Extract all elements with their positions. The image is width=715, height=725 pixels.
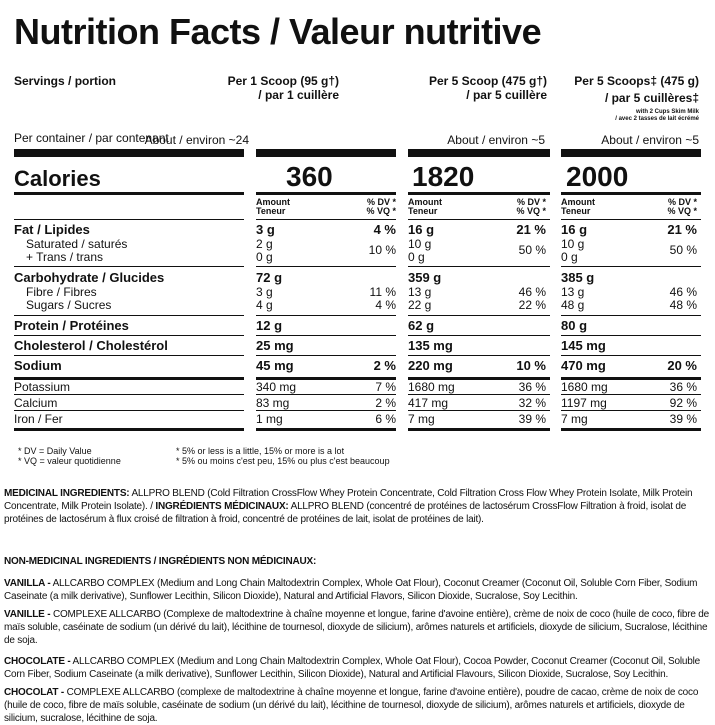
serving-size-col3 [574, 74, 699, 123]
amount-header-col2: Amount Teneur [408, 197, 442, 216]
medium-rule [561, 428, 701, 431]
thin-rule [561, 355, 701, 356]
nutrient-label: + Trans / trans [26, 250, 104, 264]
calories-label: Calories [14, 166, 101, 191]
nutrient-amount: 0 g [256, 250, 273, 264]
nutrient-label: Iron / Fer [14, 412, 63, 426]
thin-rule [14, 315, 244, 316]
nutrient-dv: 22 % [518, 298, 546, 312]
chocolate-ingredients: CHOCOLATE - ALLCARBO COMPLEX (Medium and Long Chain Maltodextrin Complex, Whole Oat Flour), Cocoa Powder, Coconut Creamer (Coconut Oil, Soluble Corn Fiber, Sodium Caseinate (a milk derivative), Sunflower Lecithin, Silicon Dioxide), Natural and Artificial Flavours, Silicon Dioxide, Sucralose, Soy Lecithin. [4, 656, 700, 680]
nutrient-amount: 1680 mg [561, 380, 608, 394]
thin-rule [408, 335, 550, 336]
nutrient-amount: 48 g [561, 298, 585, 312]
nutrient-dv: 4 % [373, 222, 396, 237]
nutrient-dv: 46 % [669, 285, 697, 299]
nutrient-amount: 16 g [561, 222, 588, 237]
nutrient-label: Calcium [14, 396, 58, 410]
calories-value-col2: 1820 [412, 161, 475, 192]
nutrient-amount: 417 mg [408, 396, 449, 410]
nutrient-amount: 340 mg [256, 380, 297, 394]
thin-rule [561, 335, 701, 336]
nutrient-dv: 46 % [518, 285, 546, 299]
thick-rule [561, 149, 701, 157]
nutrient-dv: 6 % [375, 412, 396, 426]
nutrient-amount: 7 mg [561, 412, 588, 426]
nutrient-amount: 385 g [561, 270, 595, 285]
nutrient-amount: 145 mg [561, 338, 606, 353]
nutrient-dv: 39 % [669, 412, 697, 426]
nutrient-amount: 72 g [256, 270, 283, 285]
thin-rule [14, 219, 244, 220]
nutrient-amount: 22 g [408, 298, 432, 312]
thick-rule [408, 149, 550, 157]
chocolat-ingredients: CHOCOLAT - COMPLEXE ALLCARBO (complexe de maltodextrine à chaîne moyenne et longue, farine d'avoine entière), poudre de cacao, crème de noix de coco (huile de coco, fibre de maïs soluble, caséinate de sodium (un dérivé du lait), lécithine de tournesol, dioxyde de silicium), arômes naturels et artificiels, dioxyde de silicium, sucralose, lécithine de soja. [4, 687, 699, 724]
thin-rule [256, 355, 396, 356]
amount-header-col3: Amount Teneur [561, 197, 595, 216]
thin-rule [561, 394, 701, 395]
medium-rule [14, 428, 244, 431]
nutrient-dv: 39 % [518, 412, 546, 426]
nutrient-dv: 50 % [669, 243, 697, 257]
calories-value-col3: 2000 [566, 161, 629, 192]
nutrient-amount: 1680 mg [408, 380, 455, 394]
nutrient-dv: 21 % [667, 222, 697, 237]
medium-rule [256, 428, 396, 431]
nutrient-dv: 48 % [669, 298, 697, 312]
nutrient-dv: 21 % [516, 222, 546, 237]
nutrient-dv: 32 % [518, 396, 546, 410]
nutrient-dv: 36 % [518, 380, 546, 394]
dv-header-col3: % DV * % VQ * [667, 197, 697, 216]
footnote-scale: * 5% or less is a little, 15% or more is a lot * 5% ou moins c'est peu, 15% ou plus c'est beaucoup [176, 446, 390, 466]
nutrient-label: Saturated / saturés [26, 237, 128, 251]
nutrient-label: Potassium [14, 380, 71, 394]
nutrient-amount: 45 mg [256, 358, 294, 373]
thick-rule [14, 149, 244, 157]
nutrient-amount: 359 g [408, 270, 442, 285]
serving-line1: Per 5 Scoop (475 g†) [428, 74, 547, 88]
servings-label: Servings / portion [14, 74, 117, 88]
nutrient-amount: 2 g [256, 237, 273, 251]
per-container-col1: About / environ ~24 [144, 133, 249, 147]
panel-title: Nutrition Facts / Valeur nutritive [14, 11, 542, 52]
nutrient-amount: 1197 mg [561, 396, 607, 410]
vanille-ingredients: VANILLE - COMPLEXE ALLCARBO (Complexe de maltodextrine à chaîne moyenne et longue, farine d'avoine entière), crème de noix de coco (huile de coco, fibre de maïs soluble, caséinate de sodium (un dérivé du lait), lécithine de tournesol, dioxyde de silicium), arômes naturels et artificiels, dioxyde de silicium, Sucralose, lécithine de soja. [4, 609, 710, 646]
medicinal-ingredients: MEDICINAL INGREDIENTS: ALLPRO BLEND (Cold Filtration CrossFlow Whey Protein Concentrate, Cold Filtration Cross Flow Whey Protein Isolate, Milk Protein Concentrate, Milk Protein Isolate). / INGRÉDIENTS MÉDICINAUX: ALLPRO BLEND (concentré de protéines de lactosérum CrossFlow Filtration à froid, isolat de protéines de lactosérum à flux croisé de filtration à froid, concentré de protéines de lait, isolat de protéines de lait). [4, 488, 693, 525]
serving-line2: / par 5 cuillères‡ [604, 91, 699, 105]
nutrient-amount: 1 mg [256, 412, 283, 426]
nutrient-label: Carbohydrate / Glucides [14, 270, 165, 285]
nutrient-amount: 470 mg [561, 358, 606, 373]
thin-rule [14, 355, 244, 356]
nutrient-dv: 2 % [375, 396, 396, 410]
thin-rule [256, 410, 396, 411]
thin-rule [408, 394, 550, 395]
medium-rule [408, 192, 550, 195]
nutrient-amount: 83 mg [256, 396, 290, 410]
nutrient-amount: 25 mg [256, 338, 294, 353]
serving-note1: with 2 Cups Skim Milk [635, 109, 699, 115]
per-container-col2: About / environ ~5 [447, 133, 545, 147]
nutrient-dv: 2 % [373, 358, 396, 373]
thin-rule [14, 266, 244, 267]
thin-rule [561, 315, 701, 316]
nutrient-dv: 4 % [375, 298, 396, 312]
calories-value-col1: 360 [286, 161, 333, 192]
thin-rule [256, 335, 396, 336]
footnote-dv: * DV = Daily Value * VQ = valeur quotidienne [18, 446, 121, 466]
thin-rule [408, 219, 550, 220]
nutrient-amount: 13 g [561, 285, 585, 299]
nutrient-amount: 0 g [561, 250, 578, 264]
nutrient-dv: 92 % [669, 396, 697, 410]
nutrient-amount: 16 g [408, 222, 435, 237]
dv-header-col2: % DV * % VQ * [516, 197, 546, 216]
serving-line1: Per 1 Scoop (95 g†) [227, 74, 339, 88]
nutrient-amount: 10 g [561, 237, 585, 251]
thin-rule [561, 219, 701, 220]
nutrient-amount: 80 g [561, 318, 588, 333]
medium-rule [256, 192, 396, 195]
thin-rule [256, 394, 396, 395]
thin-rule [561, 266, 701, 267]
per-container-label: Per container / par contenant [14, 131, 169, 145]
nutrient-label: Fibre / Fibres [26, 285, 97, 299]
nutrient-dv: 50 % [518, 243, 546, 257]
thin-rule [408, 410, 550, 411]
nutrient-dv: 10 % [516, 358, 546, 373]
vanilla-ingredients: VANILLA - ALLCARBO COMPLEX (Medium and Long Chain Maltodextrin Complex, Whole Oat Flour), Coconut Creamer (Coconut Oil, Soluble Corn Fiber, Sodium Caseinate (a milk derivative), Sunflower Lecithin, Silicon Dioxide), Natural and Artificial Flavors, Silicon Dioxide, Sucralose, Soy Lecithin. [4, 578, 698, 602]
nutrient-amount: 3 g [256, 222, 275, 237]
nutrient-amount: 4 g [256, 298, 273, 312]
nutrient-amount: 7 mg [408, 412, 435, 426]
serving-line1: Per 5 Scoops‡ (475 g) [574, 74, 699, 88]
nutrient-dv: 36 % [669, 380, 697, 394]
nutrient-dv: 10 % [368, 243, 396, 257]
nutrient-amount: 220 mg [408, 358, 453, 373]
nutrient-amount: 13 g [408, 285, 432, 299]
thin-rule [256, 219, 396, 220]
medium-rule [561, 192, 701, 195]
nutrient-label: Sodium [14, 358, 62, 373]
nutrient-label: Fat / Lipides [14, 222, 90, 237]
non-medicinal-heading: NON-MEDICINAL INGREDIENTS / INGRÉDIENTS NON MÉDICINAUX: [4, 556, 317, 567]
nutrient-amount: 62 g [408, 318, 435, 333]
thin-rule [408, 355, 550, 356]
dv-header-col1: % DV * % VQ * [366, 197, 396, 216]
thin-rule [14, 335, 244, 336]
serving-note2: / avec 2 tasses de lait écrémé [615, 116, 699, 122]
nutrient-amount: 10 g [408, 237, 432, 251]
nutrient-dv: 11 % [369, 285, 396, 299]
thin-rule [14, 410, 244, 411]
nutrient-amount: 0 g [408, 250, 425, 264]
serving-line2: / par 5 cuillère [466, 88, 547, 102]
nutrient-amount: 3 g [256, 285, 273, 299]
thin-rule [408, 266, 550, 267]
nutrient-label: Cholesterol / Cholestérol [14, 338, 168, 353]
serving-size-col2 [429, 74, 547, 102]
thin-rule [561, 410, 701, 411]
nutrient-amount: 135 mg [408, 338, 453, 353]
serving-line2: / par 1 cuillère [258, 88, 339, 102]
thin-rule [256, 315, 396, 316]
medium-rule [14, 192, 244, 195]
thin-rule [14, 394, 244, 395]
nutrient-dv: 7 % [375, 380, 396, 394]
per-container-col3: About / environ ~5 [601, 133, 699, 147]
thin-rule [256, 266, 396, 267]
amount-header-col1: Amount Teneur [256, 197, 290, 216]
nutrient-amount: 12 g [256, 318, 283, 333]
serving-size-col1 [228, 74, 339, 102]
nutrient-dv: 20 % [667, 358, 697, 373]
thin-rule [408, 315, 550, 316]
thick-rule [256, 149, 396, 157]
nutrient-label: Protein / Protéines [14, 318, 129, 333]
medium-rule [408, 428, 550, 431]
nutrient-label: Sugars / Sucres [26, 298, 112, 312]
